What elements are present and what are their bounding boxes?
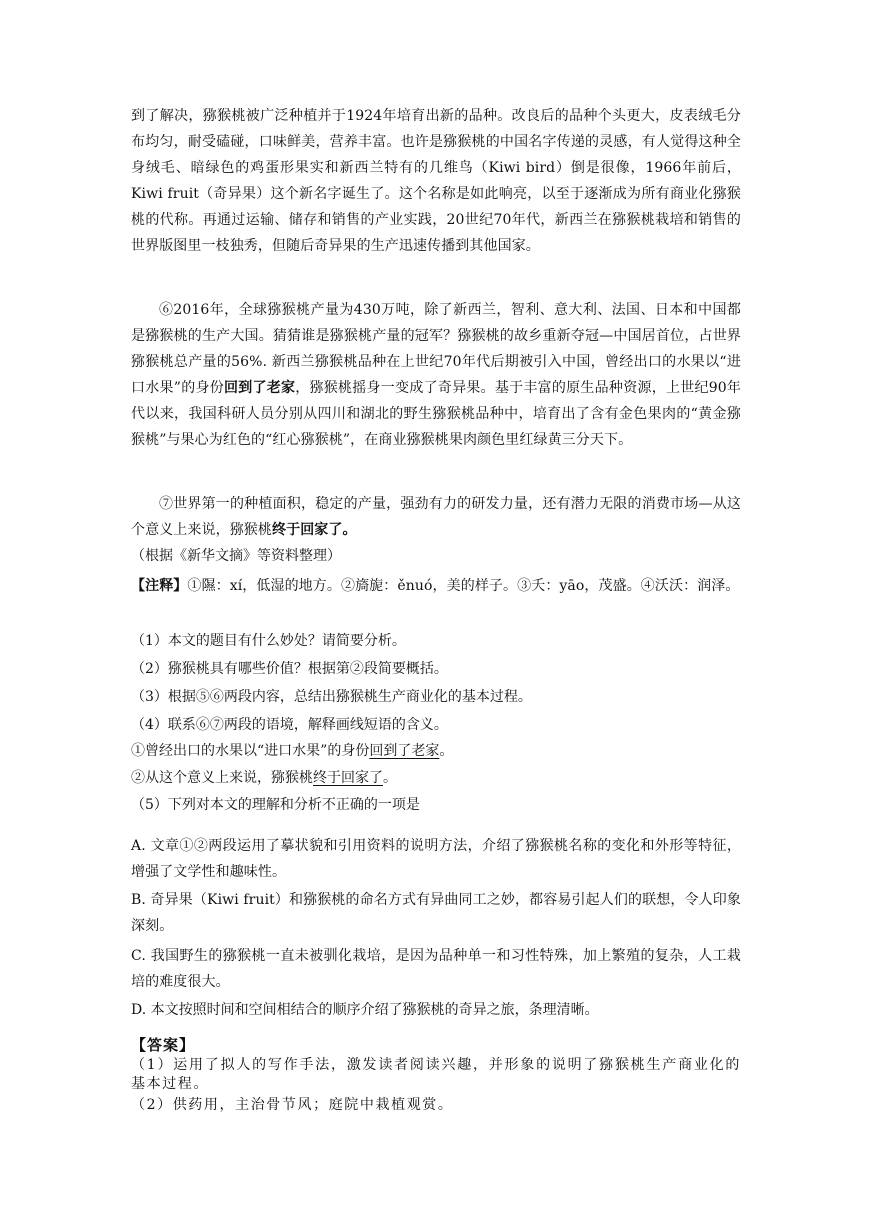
paragraph-7-bold-phrase: 终于回家了。 xyxy=(272,522,357,538)
source-note: （根据《新华文摘》等资料整理） xyxy=(131,548,341,564)
answer-label: 【答案】 xyxy=(131,1036,196,1054)
notes xyxy=(131,573,741,599)
option-d: D. 本文按照时间和空间相结合的顺序介绍了猕猴桃的奇异之旅，条理清晰。 xyxy=(131,1002,599,1018)
notes-text: ①隰：xí，低湿的地方。②旖旎：ěnuó，美的样子。③夭：yāo，茂盛。④沃沃：润泽。 xyxy=(187,578,740,594)
q4-item-2-text: ②从这个意义上来说，猕猴桃 xyxy=(131,770,313,786)
paragraph-6 xyxy=(131,297,741,453)
option-c: C. 我国野生的猕猴桃一直未被驯化栽培，是因为品种单一和习性特殊，加上繁殖的复杂，人工栽培的难度很大。 xyxy=(131,948,741,990)
q4-item-1-text: ①曾经出口的水果以“进口水果”的身份 xyxy=(131,743,370,759)
answer-1: （1）运用了拟人的写作手法，激发读者阅读兴趣，并形象的说明了猕猴桃生产商业化的基本过程。 xyxy=(131,1057,741,1092)
question-2: （2）猕猴桃具有哪些价值？根据第②段简要概括。 xyxy=(131,661,448,677)
notes-label: 【注释】 xyxy=(131,578,188,594)
question-1: （1）本文的题目有什么妙处？请简要分析。 xyxy=(131,633,406,649)
question-5: （5）下列对本文的理解和分析不正确的一项是 xyxy=(131,797,420,813)
paragraph-6-text-a: ⑥2016年，全球猕猴桃产量为430万吨，除了新西兰，智利、意大利、法国、日本和中国都是猕猴桃的生产大国。猜猜谁是猕猴桃产量的冠军？猕猴桃的故乡重新夺冠—中国居首位，占世界猕猴桃总产量的56%. 新西兰猕猴桃品种在上世纪70年代后期被引入中国，曾经出口的水果以“进口水果”的身份 xyxy=(131,302,741,396)
q4-item-1-end: 。 xyxy=(439,743,454,759)
paragraph-5-continued: 到了解决，猕猴桃被广泛种植并于1924年培育出新的品种。改良后的品种个头更大，皮表绒毛分布均匀，耐受磕碰，口味鲜美，营养丰富。也许是猕猴桃的中国名字传递的灵感，有人觉得这种全身绒毛、暗绿色的鸡蛋形果实和新西兰特有的几维鸟（Kiwi bird）倒是很像，1966年前后，Kiwi fruit（奇异果）这个新名字诞生了。这个名称是如此响亮，以至于逐渐成为所有商业化猕猴桃的代称。再通过运输、储存和销售的产业实践，20世纪70年代，新西兰在猕猴桃栽培和销售的世界版图里一枝独秀，但随后奇异果的生产迅速传播到其他国家。 xyxy=(131,108,741,254)
paragraph-6-text-b: ，猕猴桃摇身一变成了奇异果。基于丰富的原生品种资源，上世纪90年代以来，我国科研人员分别从四川和湖北的野生猕猴桃品种中，培育出了含有金色果肉的“黄金猕猴桃”与果心为红色的“红心猕猴桃”，在商业猕猴桃果肉颜色里红绿黄三分天下。 xyxy=(131,380,742,448)
paragraph-7 xyxy=(131,491,741,543)
question-4-item-1 xyxy=(131,738,453,764)
q4-item-1-underlined: 回到了老家 xyxy=(369,743,440,759)
question-4-item-2 xyxy=(131,765,397,791)
question-3: （3）根据⑤⑥两段内容，总结出猕猴桃生产商业化的基本过程。 xyxy=(131,689,532,705)
option-b: B. 奇异果（Kiwi fruit）和猕猴桃的命名方式有异曲同工之妙，都容易引起人们的联想，令人印象深刻。 xyxy=(131,892,741,934)
paragraph-6-bold-phrase: 回到了老家 xyxy=(223,380,296,396)
q4-item-2-end: 。 xyxy=(383,770,397,786)
question-4: （4）联系⑥⑦两段的语境，解释画线短语的含义。 xyxy=(131,717,448,733)
answer-2: （2）供药用，主治骨节风；庭院中栽植观赏。 xyxy=(131,1097,454,1113)
paragraph-7-text: ⑦世界第一的种植面积，稳定的产量，强劲有力的研发力量，还有潜力无限的消费市场—从这个意义上来说，猕猴桃 xyxy=(131,496,741,538)
option-a: A. 文章①②两段运用了摹状貌和引用资料的说明方法，介绍了猕猴桃名称的变化和外形等特征，增强了文学性和趣味性。 xyxy=(131,838,741,880)
q4-item-2-underlined: 终于回家了 xyxy=(313,770,383,786)
